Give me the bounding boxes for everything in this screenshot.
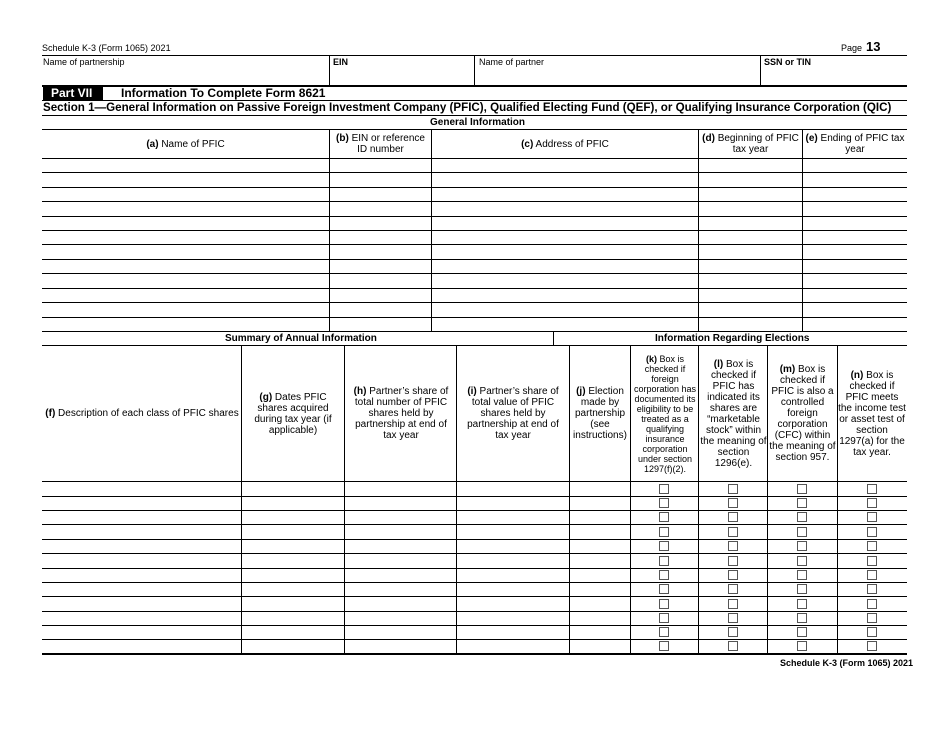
election-checkbox[interactable] [797, 599, 807, 609]
col-n-header: (n) Box is checked if PFIC meets the income test or asset test of section 1297(a) for the tax year. [838, 369, 906, 458]
row-line [42, 596, 907, 597]
column-divider [241, 345, 242, 654]
row-line [42, 553, 907, 554]
section-title: Section 1—General Information on Passive Foreign Investment Company (PFIC), Qualified Electing Fund (QEF), or Qualifying Insurance Corporation (QIC) [43, 101, 892, 114]
part-tag: Part VII [43, 86, 103, 100]
table-cell[interactable] [432, 217, 698, 230]
election-checkbox[interactable] [867, 556, 877, 566]
election-checkbox[interactable] [659, 527, 669, 537]
column-divider [837, 345, 838, 654]
election-checkbox[interactable] [797, 484, 807, 494]
name-partnership-label: Name of partnership [43, 57, 125, 67]
col-f-header: (f) Description of each class of PFIC shares [45, 408, 239, 419]
election-checkbox[interactable] [797, 541, 807, 551]
table-cell[interactable] [42, 188, 329, 201]
election-checkbox[interactable] [728, 641, 738, 651]
election-checkbox[interactable] [728, 541, 738, 551]
col-h-header: (h) Partner’s share of total number of PFIC shares held by partnership at end of tax year [353, 386, 449, 441]
row-line [42, 625, 907, 626]
election-checkbox[interactable] [659, 556, 669, 566]
election-checkbox[interactable] [867, 627, 877, 637]
ein-label: EIN [333, 57, 349, 67]
table-cell[interactable] [699, 217, 802, 230]
page-number: 13 [866, 39, 881, 54]
table-cell[interactable] [330, 173, 431, 187]
election-checkbox[interactable] [728, 527, 738, 537]
table-cell[interactable] [432, 202, 698, 216]
election-checkbox[interactable] [659, 627, 669, 637]
election-checkbox[interactable] [728, 556, 738, 566]
row-line [42, 539, 907, 540]
table-cell[interactable] [330, 260, 431, 273]
table-cell[interactable] [432, 173, 698, 187]
election-checkbox[interactable] [797, 527, 807, 537]
election-checkbox[interactable] [867, 541, 877, 551]
table-cell[interactable] [42, 245, 329, 259]
row-line [42, 639, 907, 640]
column-divider [630, 345, 631, 654]
table-cell[interactable] [42, 289, 329, 302]
col-l-header: (l) Box is checked if PFIC has indicated its shares are “marketable stock” within the meaning of section 1296(e). [700, 358, 767, 469]
footer-form-id: Schedule K-3 (Form 1065) 2021 [780, 658, 914, 668]
table-cell[interactable] [432, 289, 698, 302]
table-cell[interactable] [803, 260, 906, 273]
divider [553, 331, 554, 345]
election-checkbox[interactable] [659, 613, 669, 623]
election-checkbox[interactable] [659, 498, 669, 508]
table-cell[interactable] [330, 289, 431, 302]
form-id: Schedule K-3 (Form 1065) 2021 [42, 43, 171, 53]
election-checkbox[interactable] [728, 570, 738, 580]
election-checkbox[interactable] [797, 627, 807, 637]
election-checkbox[interactable] [659, 484, 669, 494]
election-checkbox[interactable] [728, 498, 738, 508]
table-cell[interactable] [330, 245, 431, 259]
table-cell[interactable] [803, 202, 906, 216]
election-checkbox[interactable] [797, 556, 807, 566]
table-cell[interactable] [803, 217, 906, 230]
table-cell[interactable] [330, 159, 431, 172]
election-checkbox[interactable] [867, 512, 877, 522]
table-cell[interactable] [803, 159, 906, 172]
col-m-header: (m) Box is checked if PFIC is also a controlled foreign corporation (CFC) within the meaning of section 957. [769, 364, 836, 463]
table-bottom-rule [42, 653, 907, 655]
rule [42, 115, 907, 116]
table-cell[interactable] [42, 260, 329, 273]
election-checkbox[interactable] [728, 512, 738, 522]
election-checkbox[interactable] [728, 484, 738, 494]
column-divider [698, 345, 699, 654]
table-cell[interactable] [42, 159, 329, 172]
row-line [42, 481, 907, 482]
table-cell[interactable] [803, 245, 906, 259]
row-line [42, 611, 907, 612]
election-checkbox[interactable] [659, 570, 669, 580]
column-divider [569, 345, 570, 654]
table-cell[interactable] [42, 202, 329, 216]
col-g-header: (g) Dates PFIC shares acquired during tax year (if applicable) [254, 391, 332, 436]
table-cell[interactable] [699, 260, 802, 273]
election-checkbox[interactable] [659, 512, 669, 522]
election-checkbox[interactable] [867, 613, 877, 623]
table-cell[interactable] [699, 303, 802, 317]
table-cell[interactable] [330, 217, 431, 230]
election-checkbox[interactable] [659, 599, 669, 609]
page-label: Page [841, 43, 863, 53]
table-cell[interactable] [432, 260, 698, 273]
col-k-header: (k) Box is checked if foreign corporation has documented its eligibility to be treated as a qualifying insurance corporation under section 1297(f)(2). [633, 353, 697, 474]
table-cell[interactable] [699, 188, 802, 201]
election-checkbox[interactable] [728, 584, 738, 594]
table-cell[interactable] [42, 303, 329, 317]
election-checkbox[interactable] [867, 599, 877, 609]
election-checkbox[interactable] [867, 484, 877, 494]
table-cell[interactable] [330, 274, 431, 288]
table-cell[interactable] [432, 188, 698, 201]
table-cell[interactable] [803, 188, 906, 201]
table-cell[interactable] [699, 245, 802, 259]
col-d-header: (d) Beginning of PFIC tax year [702, 133, 799, 155]
row-line [42, 317, 907, 318]
column-divider [344, 345, 345, 654]
table-cell[interactable] [432, 245, 698, 259]
election-checkbox[interactable] [728, 627, 738, 637]
table-cell[interactable] [432, 231, 698, 244]
election-checkbox[interactable] [867, 570, 877, 580]
table-cell[interactable] [699, 289, 802, 302]
election-checkbox[interactable] [867, 584, 877, 594]
table-cell[interactable] [699, 173, 802, 187]
table-cell[interactable] [330, 303, 431, 317]
table-cell[interactable] [42, 217, 329, 230]
col-a-header: (a) Name of PFIC [146, 138, 225, 150]
column-divider [767, 345, 768, 654]
table-cell[interactable] [699, 274, 802, 288]
col-b-header: (b) EIN or reference ID number [336, 133, 425, 155]
table-cell[interactable] [330, 231, 431, 244]
row-line [42, 524, 907, 525]
row-line [42, 510, 907, 511]
table-cell[interactable] [803, 289, 906, 302]
election-checkbox[interactable] [797, 584, 807, 594]
part-title: Information To Complete Form 8621 [121, 86, 326, 100]
election-checkbox[interactable] [867, 641, 877, 651]
col-e-header: (e) Ending of PFIC tax year [805, 133, 905, 155]
election-checkbox[interactable] [867, 527, 877, 537]
row-line [42, 568, 907, 569]
name-partner-label: Name of partner [479, 57, 545, 67]
election-checkbox[interactable] [797, 512, 807, 522]
table-cell[interactable] [432, 159, 698, 172]
table-cell[interactable] [803, 274, 906, 288]
table-cell[interactable] [330, 188, 431, 201]
table-cell[interactable] [699, 231, 802, 244]
col-c-header: (c) Address of PFIC [521, 138, 609, 150]
election-checkbox[interactable] [728, 613, 738, 623]
election-checkbox[interactable] [659, 584, 669, 594]
general-heading: General Information [430, 117, 526, 128]
table-cell[interactable] [803, 231, 906, 244]
election-checkbox[interactable] [797, 641, 807, 651]
column-divider [456, 345, 457, 654]
election-checkbox[interactable] [728, 599, 738, 609]
table-cell[interactable] [330, 202, 431, 216]
row-line [42, 496, 907, 497]
election-checkbox[interactable] [797, 613, 807, 623]
election-checkbox[interactable] [867, 498, 877, 508]
table-cell[interactable] [803, 173, 906, 187]
elections-heading: Information Regarding Elections [655, 333, 810, 344]
divider [760, 55, 761, 85]
row-line [42, 582, 907, 583]
table-cell[interactable] [42, 231, 329, 244]
table-cell[interactable] [699, 159, 802, 172]
election-checkbox[interactable] [659, 641, 669, 651]
ssn-label: SSN or TIN [764, 57, 812, 67]
table-cell[interactable] [42, 173, 329, 187]
election-checkbox[interactable] [797, 570, 807, 580]
divider [474, 55, 475, 85]
rule [42, 331, 907, 332]
table-cell[interactable] [699, 202, 802, 216]
divider [329, 55, 330, 85]
col-i-header: (i) Partner’s share of total value of PFIC shares held by partnership at end of tax year [467, 386, 559, 441]
election-checkbox[interactable] [659, 541, 669, 551]
table-cell[interactable] [42, 274, 329, 288]
summary-heading: Summary of Annual Information [225, 333, 377, 344]
election-checkbox[interactable] [797, 498, 807, 508]
table-cell[interactable] [803, 303, 906, 317]
table-cell[interactable] [432, 274, 698, 288]
col-j-header: (j) Election made by partnership (see instructions) [573, 386, 627, 441]
table-cell[interactable] [432, 303, 698, 317]
